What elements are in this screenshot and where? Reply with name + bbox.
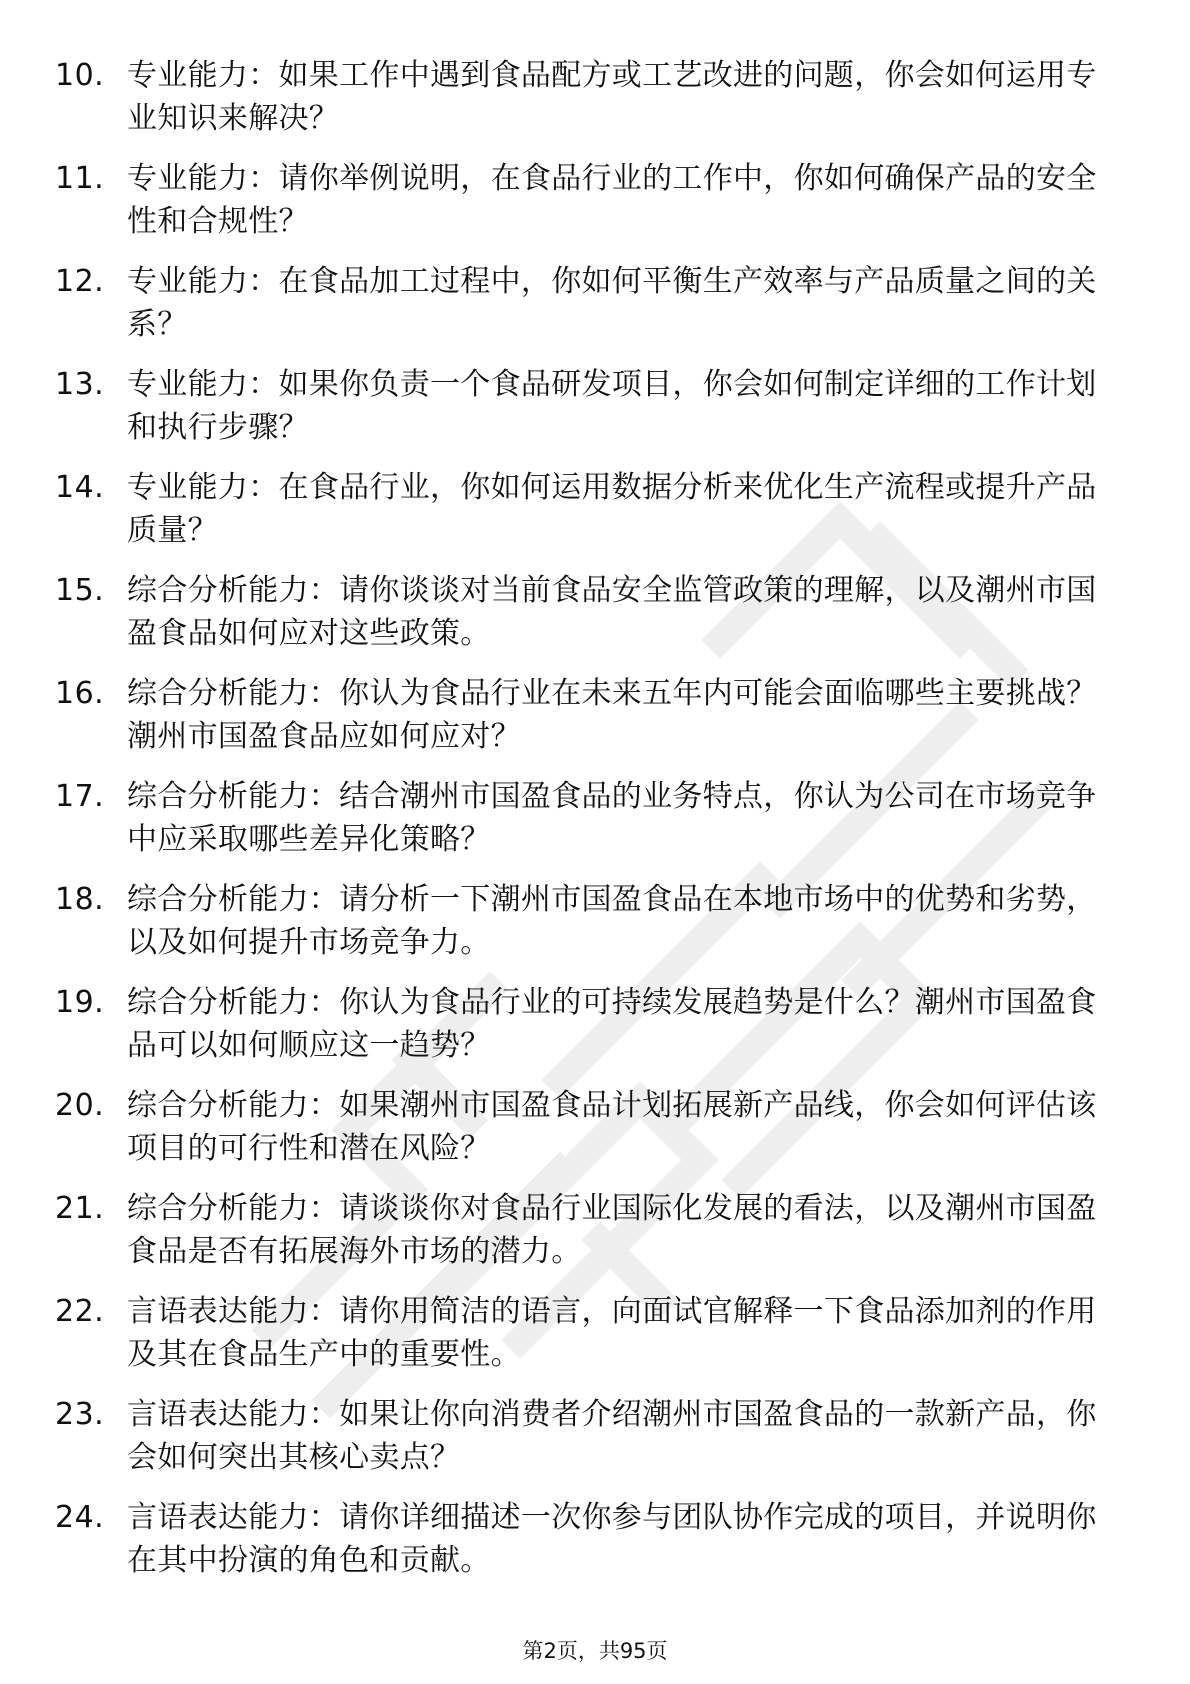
question-number: 21.: [55, 1191, 105, 1226]
question-item: [55, 157, 1115, 260]
question-text: 综合分析能力：请你谈谈对当前食品安全监管政策的理解，以及潮州市国盈食品如何应对这些政策。: [127, 573, 1097, 651]
question-list: [55, 54, 1115, 1599]
question-number: 17.: [55, 779, 105, 814]
question-item: [55, 775, 1115, 878]
question-item: [55, 1187, 1115, 1290]
question-number: 14.: [55, 470, 105, 505]
question-number: 15.: [55, 573, 105, 608]
question-text: 综合分析能力：请谈谈你对食品行业国际化发展的看法，以及潮州市国盈食品是否有拓展海外市场的潜力。: [127, 1191, 1097, 1269]
question-item: [55, 1496, 1115, 1599]
question-text: 言语表达能力：请你详细描述一次你参与团队协作完成的项目，并说明你在其中扮演的角色和贡献。: [127, 1500, 1097, 1578]
question-text: 综合分析能力：你认为食品行业的可持续发展趋势是什么？潮州市国盈食品可以如何顺应这一趋势？: [127, 985, 1097, 1063]
question-number: 11.: [55, 161, 105, 196]
question-item: [55, 363, 1115, 466]
question-item: [55, 1084, 1115, 1187]
question-number: 13.: [55, 367, 105, 402]
question-item: [55, 569, 1115, 672]
question-text: 综合分析能力：如果潮州市国盈食品计划拓展新产品线，你会如何评估该项目的可行性和潜在风险？: [127, 1088, 1097, 1166]
page-footer: 第2页，共95页: [522, 1639, 668, 1663]
question-text: 综合分析能力：结合潮州市国盈食品的业务特点，你认为公司在市场竞争中应采取哪些差异化策略？: [127, 779, 1097, 857]
question-text: 综合分析能力：请分析一下潮州市国盈食品在本地市场中的优势和劣势，以及如何提升市场竞争力。: [127, 882, 1097, 960]
question-text: 专业能力：请你举例说明，在食品行业的工作中，你如何确保产品的安全性和合规性？: [127, 161, 1097, 239]
question-number: 24.: [55, 1500, 105, 1535]
question-number: 16.: [55, 676, 105, 711]
question-item: [55, 54, 1115, 157]
question-item: [55, 260, 1115, 363]
question-text: 专业能力：在食品行业，你如何运用数据分析来优化生产流程或提升产品质量？: [127, 470, 1097, 548]
question-item: [55, 878, 1115, 981]
question-text: 言语表达能力：如果让你向消费者介绍潮州市国盈食品的一款新产品，你会如何突出其核心卖点？: [127, 1397, 1097, 1475]
question-item: [55, 1290, 1115, 1393]
question-number: 18.: [55, 882, 105, 917]
question-number: 22.: [55, 1294, 105, 1329]
question-number: 23.: [55, 1397, 105, 1432]
question-item: [55, 466, 1115, 569]
question-text: 专业能力：在食品加工过程中，你如何平衡生产效率与产品质量之间的关系？: [127, 264, 1097, 342]
question-item: [55, 981, 1115, 1084]
question-text: 言语表达能力：请你用简洁的语言，向面试官解释一下食品添加剂的作用及其在食品生产中的重要性。: [127, 1294, 1097, 1372]
question-number: 20.: [55, 1088, 105, 1123]
question-item: [55, 672, 1115, 775]
question-item: [55, 1393, 1115, 1496]
question-text: 专业能力：如果你负责一个食品研发项目，你会如何制定详细的工作计划和执行步骤？: [127, 367, 1097, 445]
question-number: 19.: [55, 985, 105, 1020]
question-text: 专业能力：如果工作中遇到食品配方或工艺改进的问题，你会如何运用专业知识来解决？: [127, 58, 1097, 136]
question-number: 12.: [55, 264, 105, 299]
question-text: 综合分析能力：你认为食品行业在未来五年内可能会面临哪些主要挑战？潮州市国盈食品应如何应对？: [127, 676, 1097, 754]
question-number: 10.: [55, 58, 105, 93]
